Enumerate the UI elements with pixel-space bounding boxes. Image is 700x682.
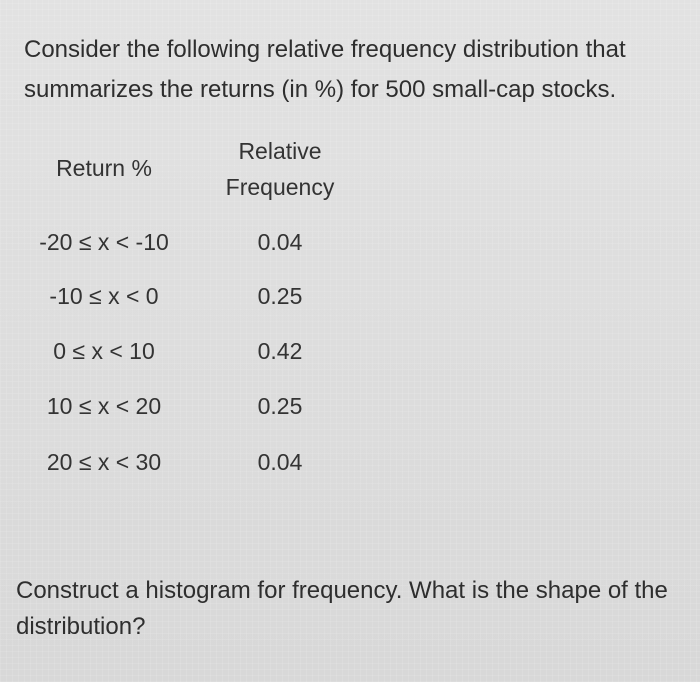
return-range: -10 ≤ x < 0 bbox=[49, 283, 159, 309]
column-header-return: Return % bbox=[56, 155, 152, 181]
table-row bbox=[0, 224, 700, 260]
problem-intro: Consider the following relative frequency distribution that summarizes the returns (in %) for 500 small-cap stocks. bbox=[24, 36, 626, 103]
table-row bbox=[0, 388, 700, 424]
relative-frequency-value: 0.04 bbox=[257, 229, 303, 255]
relative-frequency-value: 0.25 bbox=[257, 283, 303, 309]
relative-frequency-value: 0.42 bbox=[257, 338, 303, 364]
return-range: -20 ≤ x < -10 bbox=[39, 229, 169, 255]
return-range: 20 ≤ x < 30 bbox=[46, 449, 162, 475]
column-header-relative-frequency-line2: Frequency bbox=[225, 174, 335, 200]
column-header-relative-frequency bbox=[205, 133, 355, 205]
table-row bbox=[0, 444, 700, 480]
table-row bbox=[0, 333, 700, 369]
table-row bbox=[0, 278, 700, 314]
return-range: 0 ≤ x < 10 bbox=[53, 338, 155, 364]
relative-frequency-value: 0.25 bbox=[257, 393, 303, 419]
return-range: 10 ≤ x < 20 bbox=[46, 393, 162, 419]
column-header-relative-frequency-line1: Relative bbox=[238, 138, 322, 164]
question-text: Construct a histogram for frequency. What is the shape of the distribution? bbox=[16, 577, 668, 640]
relative-frequency-value: 0.04 bbox=[257, 449, 303, 475]
